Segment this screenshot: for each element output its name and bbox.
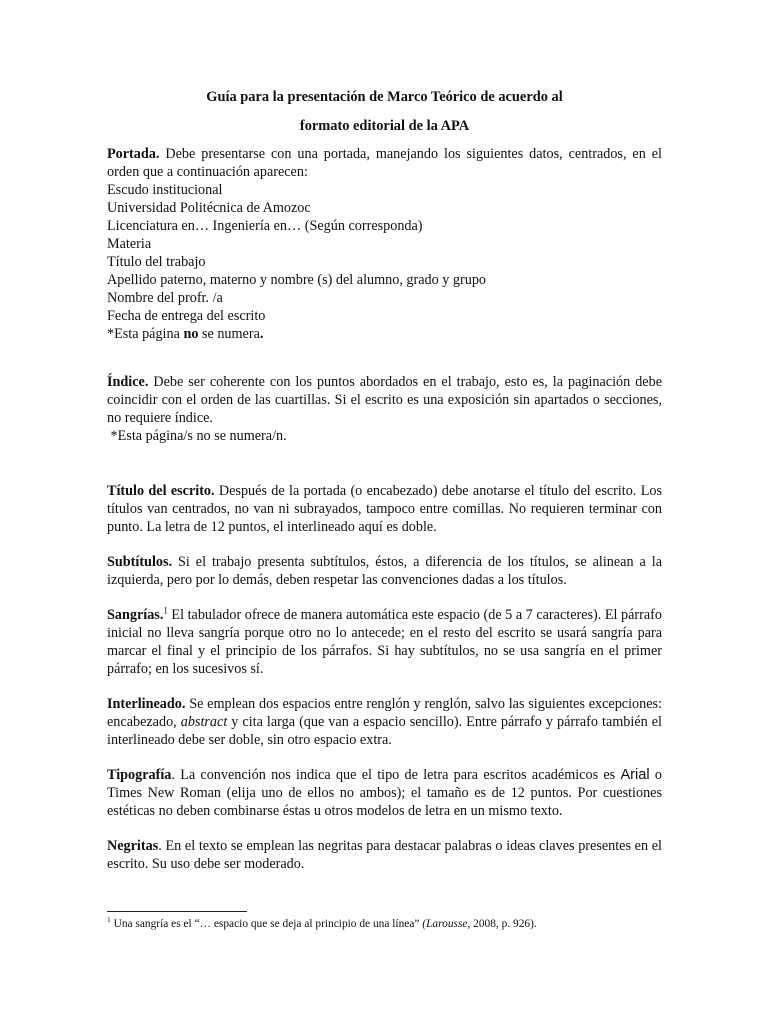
tipografia-heading: Tipografía <box>107 767 172 783</box>
titulo-escrito-text: Después de la portada (o encabezado) debe anotarse el título del escrito. Los títulos van centrados, no van ni subrayados, tampoco entre comillas. No requieren terminar con punto. La letra de 12 puntos, el interlineado aquí es doble. <box>107 483 662 535</box>
portada-item: Licenciatura en… Ingeniería en… (Según corresponda) <box>107 218 423 234</box>
title-line-1: Guía para la presentación de Marco Teórico de acuerdo al <box>206 89 563 105</box>
tipografia-text-a: . La convención nos indica que el tipo de letra para escritos académicos es <box>171 767 621 783</box>
interlineado-text-a: Se emplean dos espacios entre renglón y renglón, salvo las siguientes excepciones: encabezado, <box>107 696 662 730</box>
interlineado-heading: Interlineado. <box>107 696 186 712</box>
portada-item: Nombre del profr. /a <box>107 290 223 306</box>
interlineado-text-b: y cita larga (que van a espacio sencillo). Entre párrafo y párrafo también el interlineado debe ser doble, sin otro espacio extra. <box>107 714 662 748</box>
interlineado-paragraph <box>107 695 662 749</box>
indice-note: *Esta página/s no se numera/n. <box>107 428 287 444</box>
indice-paragraph <box>107 373 662 427</box>
portada-note-bold: no <box>183 326 199 342</box>
subtitulos-heading: Subtítulos. <box>107 554 173 570</box>
section-interlineado <box>107 695 662 749</box>
title-line-2: formato editorial de la APA <box>299 118 470 134</box>
titulo-escrito-paragraph <box>107 482 662 536</box>
subtitulos-paragraph <box>107 553 662 589</box>
tipografia-text-b: o Times New Roman (elija uno de ellos no ambos); el tamaño es de 12 puntos. Por cuestiones estéticas no deben combinarse éstas u otros modelos de letra en un mismo texto. <box>107 767 662 819</box>
section-portada <box>107 145 662 343</box>
interlineado-italic: abstract <box>180 714 228 730</box>
sangrias-paragraph <box>107 606 662 678</box>
indice-text: Debe ser coherente con los puntos abordados en el trabajo, esto es, la paginación debe coincidir con el orden de las cuartillas. Si el escrito es una exposición sin apartados o secciones, no requiere índice. <box>107 374 662 426</box>
portada-item: Escudo institucional <box>107 182 223 198</box>
portada-item: Apellido paterno, materno y nombre (s) del alumno, grado y grupo <box>107 272 487 288</box>
negritas-text: . En el texto se emplean las negritas para destacar palabras o ideas claves presentes en el escrito. Su uso debe ser moderado. <box>107 838 662 872</box>
footnote-text-a: Una sangría es el “… espacio que se deja al principio de una línea” <box>110 918 423 930</box>
negritas-heading: Negritas <box>107 838 159 854</box>
footnote-source-italic: (Larousse <box>422 918 468 930</box>
section-tipografia <box>107 766 662 820</box>
footnote-reference[interactable]: 1 <box>163 605 168 616</box>
footnote-marker: 1 <box>107 915 111 925</box>
portada-item: Título del trabajo <box>107 254 206 270</box>
portada-item: Fecha de entrega del escrito <box>107 308 266 324</box>
portada-paragraph <box>107 145 662 181</box>
document-page <box>107 88 662 873</box>
portada-heading: Portada. <box>107 146 160 162</box>
portada-note <box>107 325 662 343</box>
section-sangrias <box>107 606 662 678</box>
titulo-escrito-heading: Título del escrito. <box>107 483 215 499</box>
portada-intro: Debe presentarse con una portada, manejando los siguientes datos, centrados, en el orden que a continuación aparecen: <box>107 146 662 180</box>
portada-note-text: *Esta página <box>107 326 184 342</box>
sangrias-text: El tabulador ofrece de manera automática este espacio (de 5 a 7 caracteres). El párrafo inicial no lleva sangría porque otro no lo antecede; en el resto del escrito se usará sangría para marcar el final y el principio de los párrafos. Si hay subtítulos, no se usa sangría en el primer párrafo; en los sucesivos sí. <box>107 607 662 677</box>
tipografia-paragraph <box>107 766 662 820</box>
negritas-paragraph <box>107 837 662 873</box>
indice-heading: Índice. <box>107 374 149 390</box>
footnote <box>107 917 667 931</box>
footnote-text-b: , 2008, p. 926). <box>467 918 537 930</box>
footnote-separator <box>107 911 247 912</box>
section-indice <box>107 373 662 445</box>
portada-item: Universidad Politécnica de Amozoc <box>107 200 311 216</box>
portada-note-period: . <box>259 326 264 342</box>
section-titulo-escrito <box>107 482 662 536</box>
portada-item: Materia <box>107 236 152 252</box>
section-subtitulos <box>107 553 662 589</box>
section-negritas <box>107 837 662 873</box>
document-title <box>107 88 662 135</box>
portada-note-text-2: se numera <box>198 326 260 342</box>
tipografia-font-sample: Arial <box>620 767 650 783</box>
subtitulos-text: Si el trabajo presenta subtítulos, éstos, a diferencia de los títulos, se alinean a la izquierda, pero por lo demás, deben respetar las convenciones dadas a los títulos. <box>107 554 662 588</box>
sangrias-heading: Sangrías. <box>107 607 164 623</box>
